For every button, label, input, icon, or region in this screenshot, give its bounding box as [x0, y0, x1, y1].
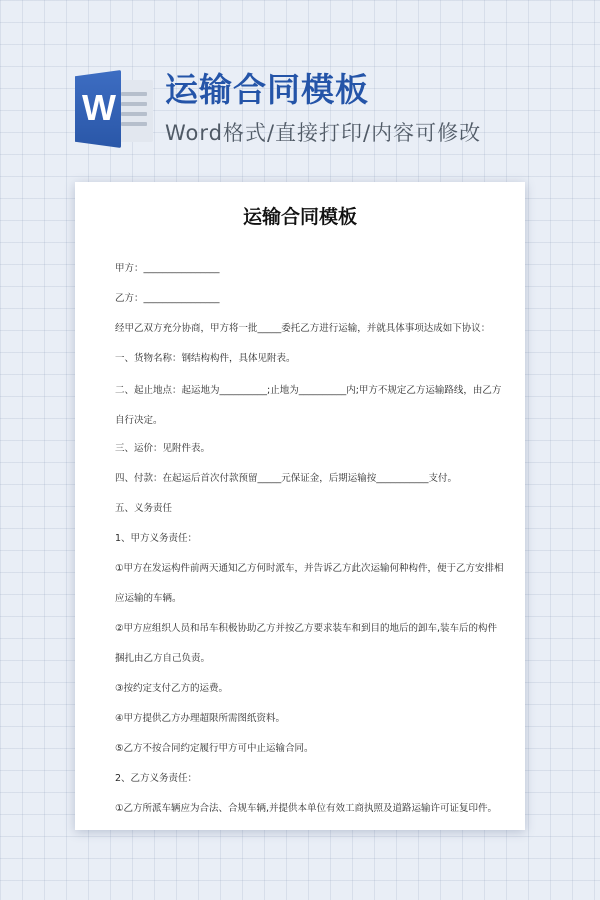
- party-a-duty-5: ⑤乙方不按合同约定履行甲方可中止运输合同。: [115, 743, 314, 754]
- party-a-duty-4: ④甲方提供乙方办理超限所需图纸资料。: [115, 713, 286, 724]
- clause-route: 二、起止地点：起运地为__________;止地为__________内;甲方不规定乙方运输路线，由乙方自行决定。: [115, 385, 502, 426]
- party-a-duties-heading: 1、甲方义务责任：: [115, 533, 198, 544]
- party-b-line: 乙方：________________: [115, 293, 220, 304]
- party-a-duty-1: ①甲方在发运构件前两天通知乙方何时派车，并告诉乙方此次运输何种构件，便于乙方安排相应运输的车辆。: [115, 563, 504, 604]
- page-subtitle: Word格式/直接打印/内容可修改: [165, 121, 482, 145]
- clause-duties-heading: 五、义务责任: [115, 503, 173, 514]
- party-a-duty-3: ③按约定支付乙方的运费。: [115, 683, 229, 694]
- word-icon: [75, 70, 155, 154]
- word-letter: W: [82, 87, 116, 128]
- document-title: 运输合同模板: [242, 206, 357, 228]
- clause-goods: 一、货物名称：钢结构构件，具体见附表。: [115, 353, 296, 364]
- page-title: 运输合同模板: [165, 70, 369, 109]
- clause-payment: 四、付款：在起运后首次付款预留_____元保证金，后期运输按___________支付。: [115, 473, 458, 484]
- party-a-line: 甲方：________________: [115, 263, 220, 274]
- document-page: [75, 182, 525, 830]
- template-header: [0, 0, 600, 170]
- party-b-duty-1: ①乙方所派车辆应为合法、合规车辆,并提供本单位有效工商执照及道路运输许可证复印件。: [115, 803, 498, 814]
- party-b-duties-heading: 2、乙方义务责任：: [115, 773, 198, 784]
- clause-price: 三、运价：见附件表。: [115, 443, 211, 454]
- party-a-duty-2: ②甲方应组织人员和吊车积极协助乙方并按乙方要求装车和到目的地后的卸车,装车后的构件捆扎由乙方自己负责。: [115, 623, 498, 664]
- agreement-intro: 经甲乙双方充分协商，甲方将一批_____委托乙方进行运输，并就具体事项达成如下协议：: [115, 323, 491, 334]
